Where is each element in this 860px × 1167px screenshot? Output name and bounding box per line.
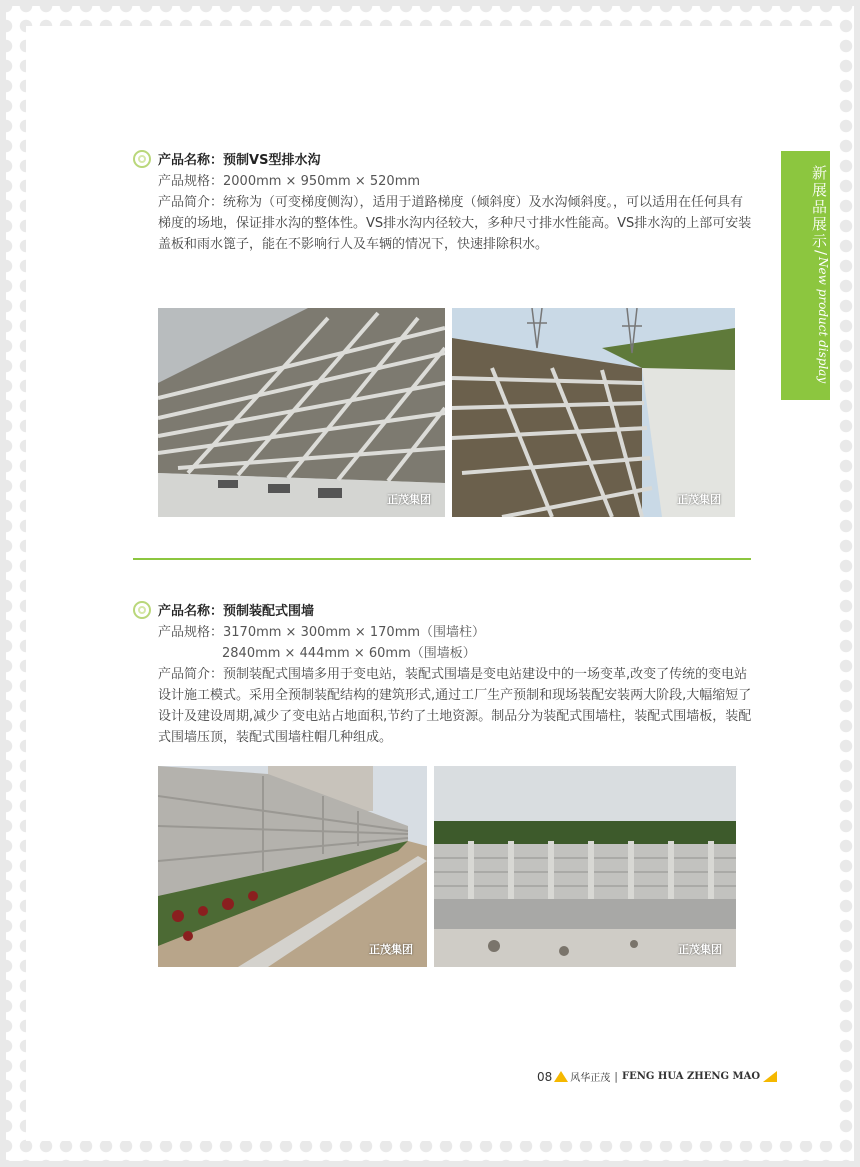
product-section-fence <box>133 601 753 748</box>
product-photos-vs-drain <box>158 308 735 517</box>
watermark: 正茂集团 <box>369 943 413 956</box>
product-intro-label: 产品简介： <box>158 195 224 210</box>
photo-fence-1 <box>158 766 427 967</box>
product-intro <box>158 192 753 255</box>
bullet-icon <box>133 150 151 168</box>
footer-cn: 风华正茂 <box>570 1073 611 1084</box>
page-footer <box>537 1069 777 1084</box>
section-divider <box>133 558 751 560</box>
product-spec-label: 产品规格： <box>158 625 224 640</box>
product-intro-text: 预制装配式围墙多用于变电站，装配式围墙是变电站建设中的一场变革,改变了传统的变电站设计施工模式。采用全预制装配结构的建筑形式,通过工厂生产预制和现场装配安装两大阶段,大幅缩短了设计及建设周期,减少了变电站占地面积,节约了土地资源。制品分为装配式围墙柱，装配式围墙板，装配式围墙压顶，装配式围墙柱帽几种组成。 <box>158 667 752 745</box>
product-spec <box>158 171 753 192</box>
footer-separator: | <box>614 1070 618 1083</box>
section-tab <box>781 151 830 400</box>
product-title <box>158 601 753 622</box>
product-intro <box>158 664 753 748</box>
product-name: 预制VS型排水沟 <box>223 153 321 168</box>
watermark: 正茂集团 <box>387 493 431 506</box>
triangle-icon <box>554 1071 568 1082</box>
product-spec-label: 产品规格： <box>158 174 224 189</box>
product-name: 预制装配式围墙 <box>223 604 315 619</box>
photo-fence-2 <box>434 766 736 967</box>
product-title <box>158 150 753 171</box>
product-photos-fence <box>158 766 736 967</box>
product-section-vs-drain <box>133 150 753 255</box>
watermark: 正茂集团 <box>678 943 722 956</box>
product-spec <box>158 622 753 643</box>
product-intro-text: 统称为（可变梯度侧沟），适用于道路梯度（倾斜度）及水沟倾斜度。，可以适用在任何具有梯度的场地，保证排水沟的整体性。VS排水沟内径较大，多种尺寸排水性能高。VS排水沟的上部可安装盖板和雨水篦子，能在不影响行人及车辆的情况下，快速排除积水。 <box>158 195 752 252</box>
product-spec-2 <box>158 643 753 664</box>
product-spec-value-2: 2840mm × 444mm × 60mm（围墙板） <box>222 646 476 661</box>
product-spec-value: 2000mm × 950mm × 520mm <box>223 174 421 189</box>
product-spec-value: 3170mm × 300mm × 170mm（围墙柱） <box>223 625 486 640</box>
bullet-icon <box>133 601 151 619</box>
product-intro-label: 产品简介： <box>158 667 224 682</box>
product-name-label: 产品名称： <box>158 153 224 168</box>
triangle-icon <box>763 1071 777 1082</box>
photo-drain-slope-2 <box>452 308 735 517</box>
product-name-label: 产品名称： <box>158 604 224 619</box>
page-number: 08 <box>537 1069 553 1084</box>
watermark: 正茂集团 <box>677 493 721 506</box>
section-tab-en: New product display <box>816 257 830 384</box>
footer-en: FENG HUA ZHENG MAO <box>622 1071 761 1082</box>
photo-drain-slope-1 <box>158 308 445 517</box>
section-tab-sep: / <box>812 250 830 258</box>
section-tab-cn: 新展品展示 <box>810 165 828 250</box>
